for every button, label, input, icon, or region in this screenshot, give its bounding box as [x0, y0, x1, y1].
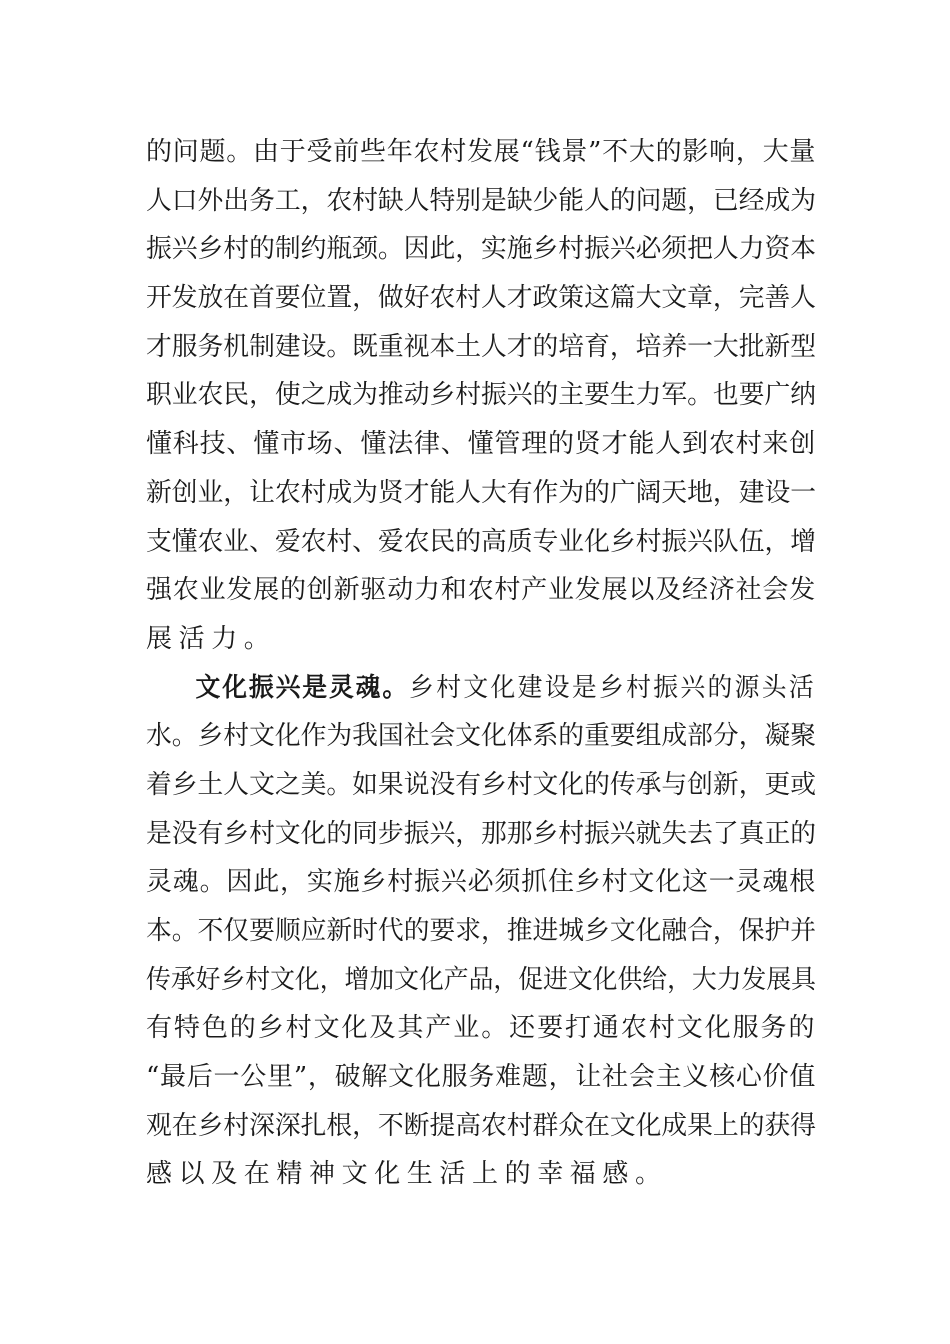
section-heading: 文化振兴是灵魂。 — [195, 672, 410, 703]
paragraph-line: 着乡土人文之美。如果说没有乡村文化的传承与创新，更或 — [146, 769, 817, 800]
paragraph-line: 传承好乡村文化，增加文化产品，促进文化供给，大力发展具 — [146, 964, 817, 995]
paragraph-line-rest: 乡村文化建设是乡村振兴的源头活 — [409, 672, 817, 703]
paragraph-line: 水。乡村文化作为我国社会文化体系的重要组成部分，凝聚 — [146, 721, 817, 752]
paragraph-line: “最后一公里”，破解文化服务难题，让社会主义核心价值 — [146, 1062, 817, 1093]
paragraph-line: 感以及在精神文化生活上的幸福感。 — [146, 1159, 668, 1190]
paragraph-line: 展活力。 — [146, 623, 277, 654]
paragraph-line: 观在乡村深深扎根，不断提高农村群众在文化成果上的获得 — [146, 1110, 817, 1141]
paragraph-line: 才服务机制建设。既重视本土人才的培育，培养一大批新型 — [146, 331, 817, 362]
document-body — [146, 128, 816, 1199]
paragraph-line: 开发放在首要位置，做好农村人才政策这篇大文章，完善人 — [146, 283, 817, 314]
paragraph-line: 振兴乡村的制约瓶颈。因此，实施乡村振兴必须把人力资本 — [146, 234, 817, 265]
paragraph-line: 强农业发展的创新驱动力和农村产业发展以及经济社会发 — [146, 575, 817, 606]
paragraph-line: 支懂农业、爱农村、爱农民的高质专业化乡村振兴队伍，增 — [146, 526, 817, 557]
paragraph-line: 灵魂。因此，实施乡村振兴必须抓住乡村文化这一灵魂根 — [146, 867, 817, 898]
paragraph-line: 新创业，让农村成为贤才能人大有作为的广阔天地，建设一 — [146, 477, 817, 508]
paragraph-line: 本。不仅要顺应新时代的要求，推进城乡文化融合，保护并 — [146, 916, 817, 946]
paragraph-line: 职业农民，使之成为推动乡村振兴的主要生力军。也要广纳 — [146, 380, 817, 411]
paragraph-first-line — [146, 664, 817, 713]
paragraph-line: 懂科技、懂市场、懂法律、懂管理的贤才能人到农村来创 — [146, 429, 817, 460]
paragraph-line: 的问题。由于受前些年农村发展“钱景”不大的影响，大量 — [146, 137, 817, 167]
paragraph-line: 人口外出务工，农村缺人特别是缺少能人的问题，已经成为 — [146, 185, 817, 216]
paragraph-line: 有特色的乡村文化及其产业。还要打通农村文化服务的 — [146, 1013, 817, 1044]
paragraph-line: 是没有乡村文化的同步振兴，那那乡村振兴就失去了真正的 — [146, 818, 817, 849]
